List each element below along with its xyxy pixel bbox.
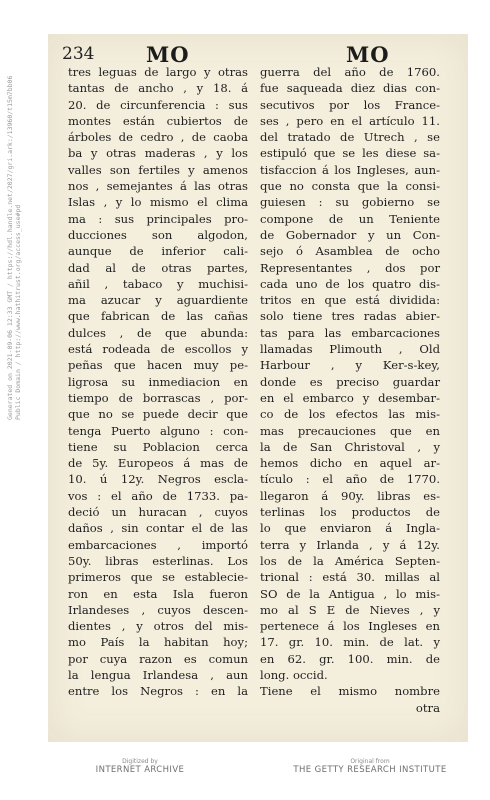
text-line: deció un huracan , cuyos <box>68 505 248 520</box>
credit-name: THE GETTY RESEARCH INSTITUTE <box>293 765 447 775</box>
text-line: ma azucar y aguardiente <box>68 293 248 308</box>
text-line: guiesen : su gobierno se <box>260 195 440 210</box>
text-line: de Gobernador y un Con- <box>260 227 440 242</box>
text-line: los de la América Septen- <box>260 553 440 568</box>
text-line: llegaron á 90y. libras es- <box>260 488 440 503</box>
text-line: nos , semejantes á las otras <box>68 179 248 194</box>
text-line: ba y otras maderas , y los <box>68 146 248 161</box>
text-line: Tiene el mismo nombre <box>260 684 440 699</box>
text-line: tiene su Poblacion cerca <box>68 439 248 454</box>
running-head-left: MO <box>146 42 190 67</box>
footer <box>0 758 490 788</box>
text-line: la lengua Irlandesa , aun <box>68 667 248 682</box>
text-line: daños , sin contar el de las <box>68 521 248 536</box>
text-line: ligrosa su inmediacion en <box>68 374 248 389</box>
text-line: trional : está 30. millas al <box>260 570 440 585</box>
rights-watermark <box>6 60 22 420</box>
text-line: que no se puede decir que <box>68 407 248 422</box>
page-number: 234 <box>62 44 95 64</box>
text-line: co de los efectos las mis- <box>260 407 440 422</box>
text-line: SO de la Antigua , lo mis- <box>260 586 440 601</box>
text-line: Islas , y lo mismo el clima <box>68 195 248 210</box>
text-line: cada uno de los quatro dis- <box>260 276 440 291</box>
text-line: montes están cubiertos de <box>68 113 248 128</box>
text-line: que fabrican de las cañas <box>68 309 248 324</box>
text-line: 10. ú 12y. Negros escla- <box>68 472 248 487</box>
text-line: Representantes , dos por <box>260 260 440 275</box>
text-line: tres leguas de largo y otras <box>68 65 248 79</box>
text-line: por cuya razon es comun <box>68 651 248 666</box>
text-line: ma : sus principales pro- <box>68 211 248 226</box>
text-line: estipuló que se les diese sa- <box>260 146 440 161</box>
text-line: 20. de circunferencia : sus <box>68 97 248 112</box>
text-line: donde es preciso guardar <box>260 374 440 389</box>
digitizer-credit <box>40 758 240 775</box>
text-line: valles son fertiles y amenos <box>68 162 248 177</box>
text-column-left <box>68 64 248 700</box>
text-line: sejo ó Asamblea de ocho <box>260 244 440 259</box>
text-line: terra y Irlanda , y á 12y. <box>260 537 440 552</box>
text-line: otra <box>415 700 440 715</box>
text-line: está rodeada de escollos y <box>68 342 248 357</box>
text-line: terlinas los productos de <box>260 505 440 520</box>
text-line: la de San Christoval , y <box>260 439 440 454</box>
text-line: compone de un Teniente <box>260 211 440 226</box>
text-line: llamadas Plimouth , Old <box>260 342 440 357</box>
text-line: aunque de inferior cali- <box>68 244 248 259</box>
text-line: Harbour , y Ker-s-key, <box>260 358 440 373</box>
text-line: fue saqueada diez dias con- <box>260 81 440 96</box>
text-line: vos : el año de 1733. pa- <box>68 488 248 503</box>
text-line: dulces , de que abunda: <box>68 325 248 340</box>
text-line: Irlandeses , cuyos descen- <box>68 602 248 617</box>
text-line: árboles de cedro , de caoba <box>68 130 248 145</box>
text-line: mo al S E de Nieves , y <box>260 602 440 617</box>
text-line: tantas de ancho , y 18. á <box>68 81 248 96</box>
text-line: que no consta que la consi- <box>260 179 440 194</box>
credit-caption: Digitized by <box>122 758 158 765</box>
text-line: secutivos por los France- <box>260 97 440 112</box>
text-line: tisfaccion á los Ingleses, aun- <box>260 162 440 177</box>
text-line: lo que enviaron á Ingla- <box>260 521 440 536</box>
text-line: de 5y. Europeos á mas de <box>68 456 248 471</box>
source-credit <box>270 758 470 775</box>
text-line: pertenece á los Ingleses en <box>260 619 440 634</box>
text-line: tiempo de borrascas , por- <box>68 390 248 405</box>
text-line: en 62. gr. 100. min. de <box>260 651 440 666</box>
credit-name: INTERNET ARCHIVE <box>95 765 185 775</box>
text-line: añil , tabaco y muchisi- <box>68 276 248 291</box>
text-line: embarcaciones , importó <box>68 537 248 552</box>
text-line: ducciones son algodon, <box>68 227 248 242</box>
text-line: tenga Puerto alguno : con- <box>68 423 248 438</box>
text-line: mo País la habitan hoy; <box>68 635 248 650</box>
text-line: tículo : el año de 1770. <box>260 472 440 487</box>
text-line: dad al de otras partes, <box>68 260 248 275</box>
text-line: guerra del año de 1760. <box>260 65 440 79</box>
text-line: primeros que se establecie- <box>68 570 248 585</box>
text-line: tas para las embarcaciones <box>260 325 440 340</box>
text-line: 17. gr. 10. min. de lat. y <box>260 635 440 650</box>
text-line: 50y. libras esterlinas. Los <box>68 553 248 568</box>
running-head-right: MO <box>346 42 390 67</box>
text-line: ses , pero en el artículo 11. <box>260 113 440 128</box>
text-line: solo tiene tres radas abier- <box>260 309 440 324</box>
watermark-line: Generated on 2021-09-06 12:33 GMT / https://hdl.handle.net/2027/gri.ark:/13960/t15m7bb06 <box>6 75 14 420</box>
text-line: ron en esta Isla fueron <box>68 586 248 601</box>
text-line: dientes , y otros del mis- <box>68 619 248 634</box>
credit-caption: Original from <box>350 758 390 765</box>
text-line: long. occid. <box>260 667 328 682</box>
text-column-right <box>260 64 440 716</box>
text-line: tritos en que está dividida: <box>260 293 440 308</box>
text-line: hemos dicho en aquel ar- <box>260 456 440 471</box>
book-page <box>48 34 468 742</box>
text-line: en el embarco y desembar- <box>260 390 440 405</box>
text-line: peñas que hacen muy pe- <box>68 358 248 373</box>
watermark-line: Public Domain / http://www.hathitrust.org/access_use#pd <box>14 204 22 420</box>
text-line: entre los Negros : en la <box>68 684 248 699</box>
text-line: mas precauciones que en <box>260 423 440 438</box>
text-line: del tratado de Utrech , se <box>260 130 440 145</box>
